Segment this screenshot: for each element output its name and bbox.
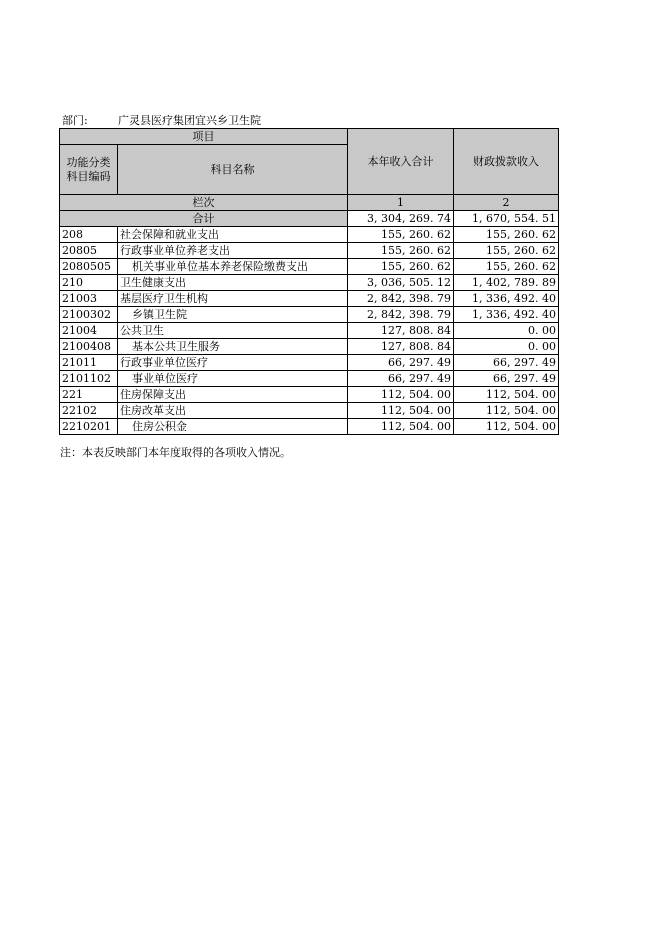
row-value-1: 155, 260. 62	[348, 227, 454, 243]
row-value-1: 155, 260. 62	[348, 243, 454, 259]
department-name: 广灵县医疗集团宜兴乡卫生院	[118, 114, 261, 127]
table-note: 注：本表反映部门本年度取得的各项收入情况。	[60, 446, 291, 459]
row-value-2: 1, 336, 492. 40	[454, 307, 559, 323]
row-name: 社会保障和就业支出	[118, 227, 348, 243]
table-row	[60, 243, 559, 259]
row-code: 221	[60, 387, 118, 403]
row-value-2: 112, 504. 00	[454, 387, 559, 403]
lanci-row	[60, 195, 559, 211]
row-value-2: 66, 297. 49	[454, 355, 559, 371]
lanci-label: 栏次	[60, 195, 348, 211]
row-value-1: 112, 504. 00	[348, 403, 454, 419]
row-name: 住房改革支出	[118, 403, 348, 419]
row-code: 20805	[60, 243, 118, 259]
row-value-1: 112, 504. 00	[348, 419, 454, 435]
row-value-1: 66, 297. 49	[348, 371, 454, 387]
code-column-header	[60, 145, 118, 195]
department-label: 部门:	[62, 114, 88, 127]
row-name: 乡镇卫生院	[118, 307, 348, 323]
code-header-line-1: 功能分类	[66, 155, 111, 169]
total-value-2: 1, 670, 554. 51	[454, 211, 559, 227]
code-header-line-2: 科目编码	[66, 169, 111, 183]
row-name: 行政事业单位医疗	[118, 355, 348, 371]
table-row	[60, 387, 559, 403]
row-value-1: 155, 260. 62	[348, 259, 454, 275]
row-name: 基层医疗卫生机构	[118, 291, 348, 307]
row-value-2: 0. 00	[454, 323, 559, 339]
col1-header: 本年收入合计	[348, 129, 454, 195]
row-value-2: 112, 504. 00	[454, 403, 559, 419]
row-code: 2100302	[60, 307, 118, 323]
row-value-1: 3, 036, 505. 12	[348, 275, 454, 291]
row-code: 208	[60, 227, 118, 243]
table-body	[60, 227, 559, 435]
row-code: 21011	[60, 355, 118, 371]
table-row	[60, 419, 559, 435]
row-name: 住房保障支出	[118, 387, 348, 403]
row-value-2: 1, 336, 492. 40	[454, 291, 559, 307]
row-value-1: 127, 808. 84	[348, 323, 454, 339]
row-value-2: 112, 504. 00	[454, 419, 559, 435]
row-name: 公共卫生	[118, 323, 348, 339]
row-value-2: 66, 297. 49	[454, 371, 559, 387]
row-value-2: 0. 00	[454, 339, 559, 355]
row-name: 基本公共卫生服务	[118, 339, 348, 355]
row-value-1: 2, 842, 398. 79	[348, 291, 454, 307]
row-value-1: 66, 297. 49	[348, 355, 454, 371]
row-code: 21004	[60, 323, 118, 339]
row-code: 2080505	[60, 259, 118, 275]
table-row	[60, 355, 559, 371]
row-value-2: 155, 260. 62	[454, 259, 559, 275]
table-row	[60, 307, 559, 323]
row-value-1: 2, 842, 398. 79	[348, 307, 454, 323]
row-value-2: 155, 260. 62	[454, 243, 559, 259]
table-row	[60, 323, 559, 339]
lanci-2: 2	[454, 195, 559, 211]
row-name: 事业单位医疗	[118, 371, 348, 387]
table-row	[60, 291, 559, 307]
row-code: 21003	[60, 291, 118, 307]
item-header: 项目	[60, 129, 348, 145]
table-row	[60, 403, 559, 419]
name-column-header: 科目名称	[118, 145, 348, 195]
row-value-1: 127, 808. 84	[348, 339, 454, 355]
total-label: 合计	[60, 211, 348, 227]
row-code: 22102	[60, 403, 118, 419]
income-table	[59, 128, 559, 435]
row-code: 2210201	[60, 419, 118, 435]
row-code: 210	[60, 275, 118, 291]
total-value-1: 3, 304, 269. 74	[348, 211, 454, 227]
table-row	[60, 339, 559, 355]
department-line	[62, 114, 261, 127]
row-name: 卫生健康支出	[118, 275, 348, 291]
row-name: 行政事业单位养老支出	[118, 243, 348, 259]
table-row	[60, 371, 559, 387]
table-row	[60, 275, 559, 291]
total-row	[60, 211, 559, 227]
header-row-1	[60, 129, 559, 145]
col2-header: 财政拨款收入	[454, 129, 559, 195]
row-code: 2100408	[60, 339, 118, 355]
row-value-1: 112, 504. 00	[348, 387, 454, 403]
row-name: 机关事业单位基本养老保险缴费支出	[118, 259, 348, 275]
lanci-1: 1	[348, 195, 454, 211]
table-row	[60, 227, 559, 243]
row-value-2: 1, 402, 789. 89	[454, 275, 559, 291]
row-name: 住房公积金	[118, 419, 348, 435]
row-code: 2101102	[60, 371, 118, 387]
row-value-2: 155, 260. 62	[454, 227, 559, 243]
table-row	[60, 259, 559, 275]
